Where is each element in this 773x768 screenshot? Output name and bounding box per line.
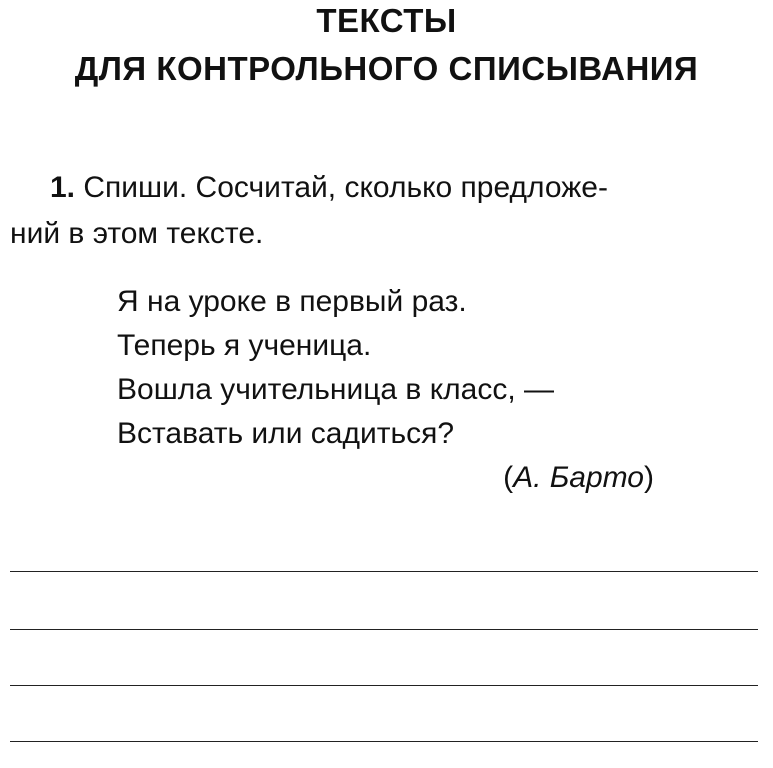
poem-line: Вставать или садиться?: [117, 417, 455, 450]
author-name: А. Барто: [513, 461, 644, 494]
page-subtitle: ДЛЯ КОНТРОЛЬНОГО СПИСЫВАНИЯ: [74, 50, 699, 87]
poem-line: Теперь я ученица.: [117, 329, 372, 362]
task-text-2: ний в этом тексте.: [10, 217, 264, 250]
poem-line: Вошла учительница в класс, —: [117, 373, 555, 406]
poem-author: [440, 456, 654, 500]
writing-line: [10, 685, 758, 686]
author-paren-close: ): [644, 461, 654, 494]
task-number: 1.: [50, 171, 76, 204]
task-text-1: Спиши. Сосчитай, сколько предложе-: [83, 171, 608, 204]
poem-line: Я на уроке в первый раз.: [117, 285, 467, 318]
author-paren-open: (: [503, 461, 514, 494]
poem: [117, 280, 554, 456]
page-title: ТЕКСТЫ: [316, 2, 457, 39]
writing-line: [10, 571, 758, 572]
writing-line: [10, 629, 758, 630]
task-instruction: [10, 165, 755, 257]
task-line-1: [10, 165, 755, 211]
writing-line: [10, 741, 758, 742]
